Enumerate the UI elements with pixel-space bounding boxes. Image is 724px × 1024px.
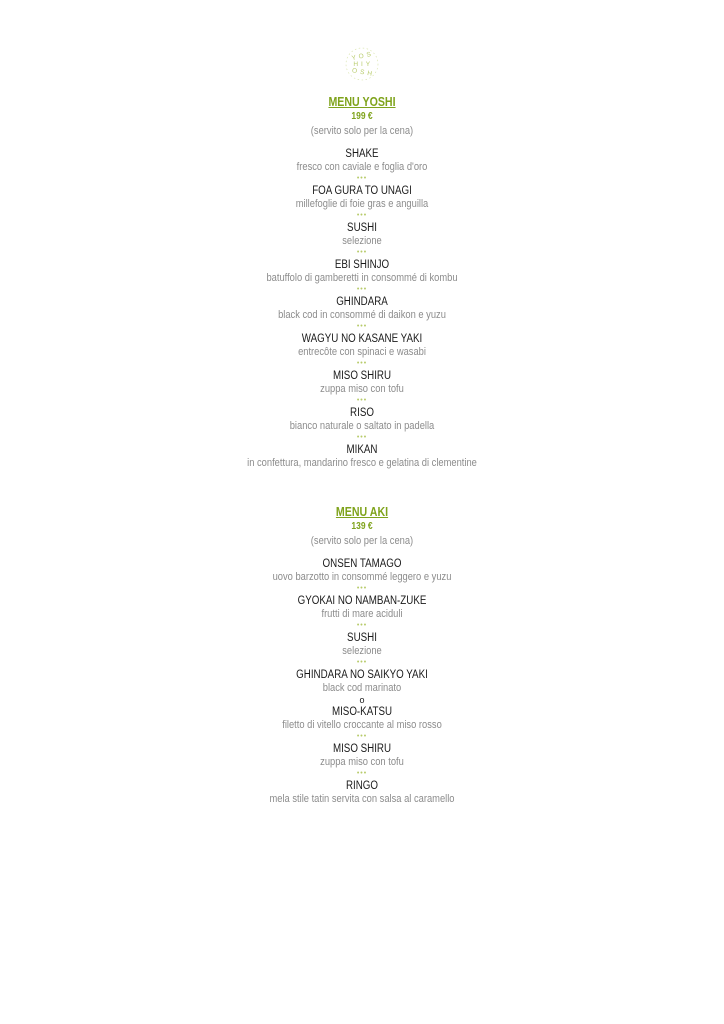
course-separator: ••• bbox=[356, 286, 368, 293]
course-name: WAGYU NO KASANE YAKI bbox=[301, 333, 423, 345]
course-name: MIKAN bbox=[346, 444, 378, 456]
course-separator: ••• bbox=[356, 434, 368, 441]
course-list bbox=[0, 557, 724, 806]
menu-aki bbox=[0, 505, 724, 806]
course-description: bianco naturale o saltato in padella bbox=[289, 420, 435, 432]
course-separator: ••• bbox=[356, 770, 368, 777]
course-item bbox=[0, 742, 724, 769]
course-item bbox=[0, 369, 724, 396]
course-item bbox=[0, 332, 724, 359]
menu-price: 139 € bbox=[351, 521, 373, 532]
course-item bbox=[0, 557, 724, 584]
course-name: MISO SHIRU bbox=[332, 743, 392, 755]
svg-text:H I Y: H I Y bbox=[353, 61, 371, 68]
course-name: GYOKAI NO NAMBAN-ZUKE bbox=[297, 595, 427, 607]
course-item bbox=[0, 184, 724, 211]
menu-title: MENU YOSHI bbox=[328, 95, 396, 109]
course-item bbox=[0, 221, 724, 248]
course-item bbox=[0, 779, 724, 806]
course-item bbox=[0, 705, 724, 732]
course-list bbox=[0, 147, 724, 470]
course-separator: ••• bbox=[356, 249, 368, 256]
course-description: zuppa miso con tofu bbox=[320, 756, 404, 768]
course-name: RINGO bbox=[345, 780, 379, 792]
menu-yoshi bbox=[0, 95, 724, 470]
course-description: zuppa miso con tofu bbox=[320, 383, 404, 395]
course-item bbox=[0, 406, 724, 433]
course-separator: ••• bbox=[356, 212, 368, 219]
course-description: selezione bbox=[342, 235, 382, 247]
course-name: SHAKE bbox=[345, 148, 379, 160]
course-description: black cod in consommé di daikon e yuzu bbox=[278, 309, 446, 321]
course-description: filetto di vitello croccante al miso rosso bbox=[282, 719, 442, 731]
course-item bbox=[0, 443, 724, 470]
course-description: batuffolo di gamberetti in consommé di kombu bbox=[266, 272, 458, 284]
course-description: in confettura, mandarino fresco e gelatina di clementine bbox=[247, 457, 477, 469]
course-name: MISO-KATSU bbox=[331, 706, 393, 718]
course-separator: ••• bbox=[356, 585, 368, 592]
menu-note: (servito solo per la cena) bbox=[310, 535, 414, 547]
course-name: GHINDARA NO SAIKYO YAKI bbox=[296, 669, 428, 681]
menu-price: 199 € bbox=[351, 111, 373, 122]
menu-note: (servito solo per la cena) bbox=[310, 125, 414, 137]
svg-text:Y O S: Y O S bbox=[351, 51, 373, 63]
course-item bbox=[0, 594, 724, 621]
course-separator: ••• bbox=[356, 622, 368, 629]
course-description: selezione bbox=[342, 645, 382, 657]
menu-title: MENU AKI bbox=[335, 505, 389, 519]
course-description: entrecôte con spinaci e wasabi bbox=[298, 346, 426, 358]
course-separator: ••• bbox=[356, 360, 368, 367]
course-item bbox=[0, 147, 724, 174]
course-description: fresco con caviale e foglia d'oro bbox=[296, 161, 428, 173]
svg-text:O S H: O S H bbox=[351, 67, 374, 78]
course-separator: ••• bbox=[356, 659, 368, 666]
course-name: SUSHI bbox=[347, 222, 377, 234]
course-description: frutti di mare aciduli bbox=[321, 608, 403, 620]
course-description: black cod marinato bbox=[322, 682, 402, 694]
course-separator: ••• bbox=[356, 323, 368, 330]
course-name: GHINDARA bbox=[336, 296, 388, 308]
course-item bbox=[0, 295, 724, 322]
course-separator: ••• bbox=[356, 397, 368, 404]
course-item bbox=[0, 668, 724, 695]
course-name: FOA GURA TO UNAGI bbox=[312, 185, 412, 197]
course-name: SUSHI bbox=[347, 632, 377, 644]
alternative-label: o bbox=[359, 695, 365, 705]
course-description: mela stile tatin servita con salsa al caramello bbox=[269, 793, 455, 805]
yoshi-logo bbox=[340, 44, 384, 84]
course-name: EBI SHINJO bbox=[334, 259, 390, 271]
course-item bbox=[0, 258, 724, 285]
course-name: MISO SHIRU bbox=[332, 370, 392, 382]
course-name: RISO bbox=[350, 407, 374, 419]
course-description: millefoglie di foie gras e anguilla bbox=[295, 198, 429, 210]
course-description: uovo barzotto in consommé leggero e yuzu bbox=[272, 571, 452, 583]
course-item bbox=[0, 631, 724, 658]
course-name: ONSEN TAMAGO bbox=[322, 558, 402, 570]
course-separator: ••• bbox=[356, 175, 368, 182]
course-separator: ••• bbox=[356, 733, 368, 740]
